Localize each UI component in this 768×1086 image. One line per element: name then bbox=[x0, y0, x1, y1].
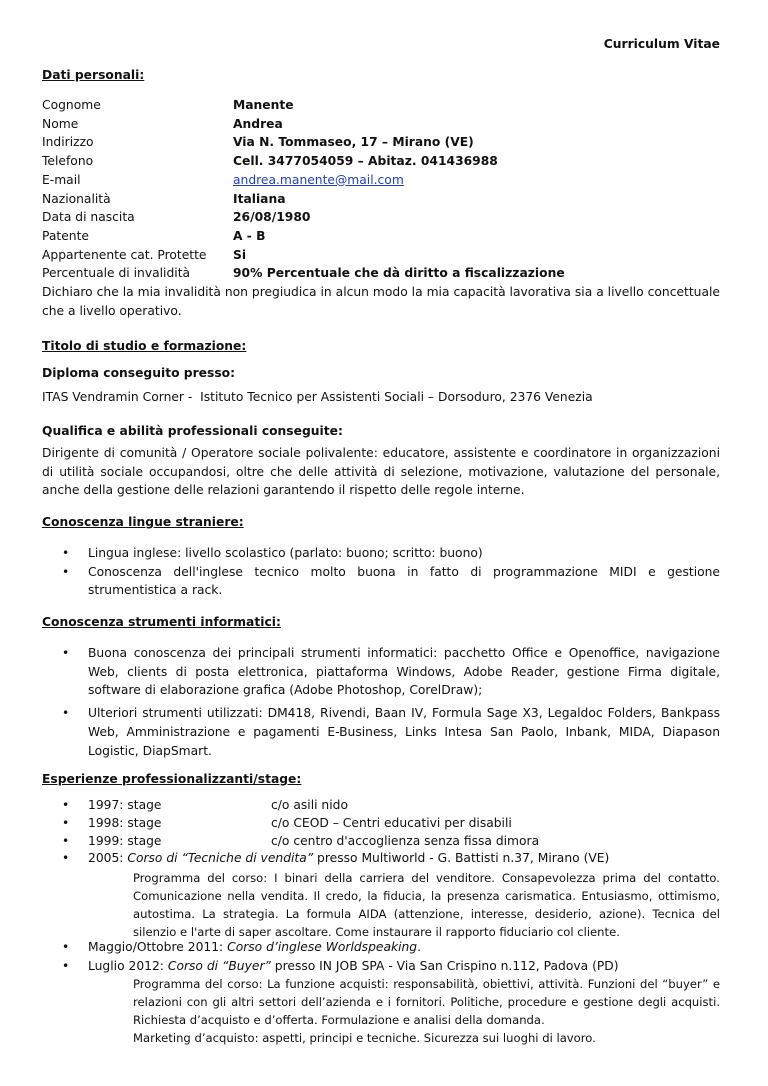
label: Data di nascita bbox=[42, 210, 135, 225]
section-heading-languages: Conoscenza lingue straniere: bbox=[42, 515, 244, 529]
row-indirizzo bbox=[42, 133, 720, 152]
list-item: • Conoscenza dell'inglese tecnico molto buona in fatto di programmazione MIDI e gestione strumentistica a rack. bbox=[42, 563, 720, 600]
experience-list-2 bbox=[42, 938, 720, 976]
education-text: ITAS Vendramin Corner - Istituto Tecnico per Assistenti Sociali – Dorsoduro, 2376 Venezia bbox=[42, 390, 593, 404]
course-program-text: Marketing d’acquisto: aspetti, principi e tecniche. Sicurezza sui luoghi di lavoro. bbox=[133, 1031, 596, 1045]
course-location: presso IN JOB SPA - Via San Crispino n.112, Padova (PD) bbox=[270, 959, 619, 973]
value: Italiana bbox=[233, 191, 286, 206]
value: Andrea bbox=[233, 116, 283, 131]
stage-place: c/o centro d'accoglienza senza fissa dimora bbox=[271, 833, 540, 848]
course-date: Luglio 2012: bbox=[88, 959, 168, 973]
section-heading-personal: Dati personali: bbox=[42, 68, 145, 82]
label: Nome bbox=[42, 116, 79, 131]
document-title: Curriculum Vitae bbox=[603, 37, 720, 51]
list-item: • Buona conoscenza dei principali strumenti informatici: pacchetto Office e Openoffice, navigazione Web, clients di posta elettronica, piattaforma Windows, Adobe Reader, gestione Firma digitale, software di elaborazione grafica (Adobe Photoshop, CorelDraw); bbox=[42, 644, 720, 700]
row-categorie-protette bbox=[42, 246, 720, 265]
label: Patente bbox=[42, 228, 89, 243]
label: Telefono bbox=[42, 154, 94, 169]
course-date: Maggio/Ottobre 2011: bbox=[88, 940, 228, 954]
section-heading-it-skills: Conoscenza strumenti informatici: bbox=[42, 615, 281, 629]
label: Appartenente cat. Protette bbox=[42, 247, 207, 262]
section-heading-experience: Esperienze professionalizzanti/stage: bbox=[42, 772, 302, 786]
stage-item bbox=[42, 833, 720, 851]
course-location: presso Multiworld - G. Battisti n.37, Mirano (VE) bbox=[313, 851, 610, 866]
stage-item bbox=[42, 797, 720, 815]
course-item bbox=[42, 938, 720, 957]
value: 90% Percentuale che dà diritto a fiscalizzazione bbox=[233, 266, 565, 281]
stage-place: c/o CEOD – Centri educativi per disabili bbox=[271, 815, 512, 830]
list-item: • Ulteriori strumenti utilizzati: DM418, Rivendi, Baan IV, Formula Sage X3, Legaldoc Folders, Bankpass Web, Amministrazione e pagamenti E-Business, Links Intesa San Paolo, Inbank, MIDA, Diapason Logistic, DiapSmart. bbox=[42, 704, 720, 760]
value: Si bbox=[233, 247, 247, 262]
value: Manente bbox=[233, 98, 294, 112]
stage-year: 1999: stage bbox=[88, 833, 162, 848]
stage-place: c/o asili nido bbox=[271, 798, 348, 812]
course-title: Corso d’inglese Worldspeaking bbox=[227, 940, 418, 954]
personal-data-table bbox=[42, 96, 720, 320]
row-patente bbox=[42, 227, 720, 246]
value: 26/08/1980 bbox=[233, 210, 311, 225]
row-invalidita bbox=[42, 264, 720, 283]
course-date: 2005: bbox=[88, 851, 128, 866]
course-program-text: Programma del corso: La funzione acquisti: responsabilità, obiettivi, attività. Funzioni del “buyer” e relazioni con gli altri settori dell’azienda e i fornitori. Politiche, procedure e gestione degli acquisti. Richiesta d’acquisto e d’offerta. Formulazione e analisi della domanda. bbox=[133, 977, 720, 1027]
section-heading-education: Titolo di studio e formazione: bbox=[42, 339, 247, 353]
email-link[interactable]: andrea.manente@mail.com bbox=[233, 172, 404, 187]
education-subheading: Diploma conseguito presso: bbox=[42, 366, 236, 380]
row-nazionalita bbox=[42, 190, 720, 209]
course-item bbox=[42, 850, 720, 868]
row-cognome bbox=[42, 96, 720, 115]
stage-year: 1998: stage bbox=[88, 815, 162, 830]
row-nome bbox=[42, 115, 720, 134]
row-telefono bbox=[42, 152, 720, 171]
declaration-text: Dichiaro che la mia invalidità non pregiudica in alcun modo la mia capacità lavorativa sia a livello concettuale che a livello operativo. bbox=[42, 285, 720, 318]
course-program bbox=[42, 975, 720, 1047]
row-email bbox=[42, 171, 720, 190]
course-program: Programma del corso: I binari della carriera del venditore. Consapevolezza prima del contatto. Comunicazione nella vendita. Il credo, la fiducia, la presenza carismatica. Entusiasmo, ottimismo, autostima. La strategia. La formula AIDA (attenzione, interesse, desiderio, azione). Tecnica del silenzio e l'arte di saper ascoltare. Come instaurare il rapporto fiduciario col cliente. bbox=[133, 871, 720, 939]
languages-list bbox=[42, 544, 720, 600]
label: Indirizzo bbox=[42, 135, 94, 150]
stage-year: 1997: stage bbox=[88, 798, 162, 812]
value: A - B bbox=[233, 228, 266, 243]
row-data-nascita bbox=[42, 208, 720, 227]
stage-item bbox=[42, 815, 720, 833]
section-heading-qualifications: Qualifica e abilità professionali conseguite: bbox=[42, 424, 343, 438]
qualifications-text: Dirigente di comunità / Operatore sociale polivalente: educatore, assistente e coordinatore in organizzazioni di utilità sociale occupandosi, oltre che delle attività di selezione, motivazione, valutazione del personale, anche della gestione delle relazioni garantendo il rispetto delle regole interne. bbox=[42, 446, 720, 498]
value: Cell. 3477054059 – Abitaz. 041436988 bbox=[233, 154, 498, 169]
label: Percentuale di invalidità bbox=[42, 266, 191, 281]
course-title: Corso di “Tecniche di vendita” bbox=[127, 851, 314, 866]
course-suffix: . bbox=[417, 940, 422, 954]
label: E-mail bbox=[42, 172, 81, 187]
value: Via N. Tommaseo, 17 – Mirano (VE) bbox=[233, 135, 474, 150]
course-title: Corso di “Buyer” bbox=[167, 959, 271, 973]
it-skills-list bbox=[42, 644, 720, 760]
course-item bbox=[42, 957, 720, 976]
label: Nazionalità bbox=[42, 191, 111, 206]
list-item: • Lingua inglese: livello scolastico (parlato: buono; scritto: buono) bbox=[42, 544, 720, 563]
experience-list bbox=[42, 797, 720, 868]
label: Cognome bbox=[42, 98, 101, 112]
